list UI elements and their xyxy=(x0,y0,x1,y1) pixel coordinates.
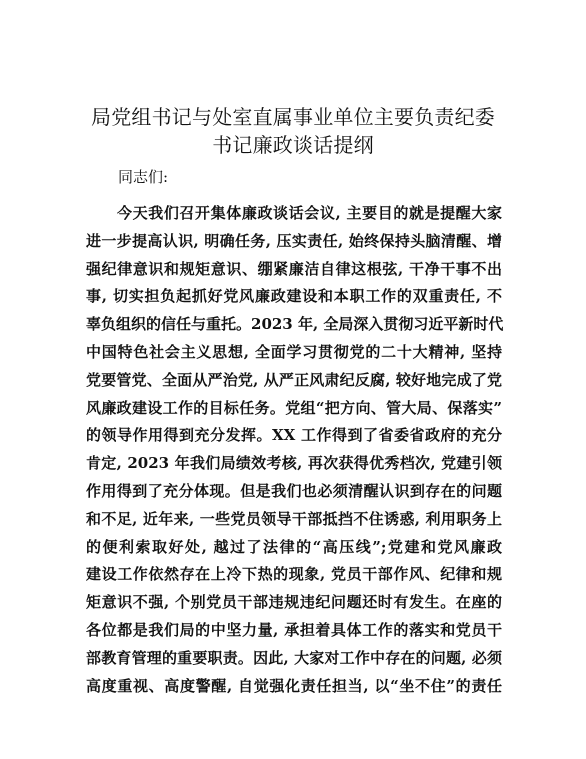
body-line: 风廉政建设工作的目标任务。党组“把方向、管大局、保落实” xyxy=(86,398,502,417)
body-line: 作用得到了充分体现。但是我们也必须清醒认识到存在的问题 xyxy=(86,481,502,500)
body-line: 部教育管理的重要职责。因此, 大家对工作中存在的问题, 必须 xyxy=(86,648,502,667)
body-line: 进一步提高认识, 明确任务, 压实责任, 始终保持头脑清醒、增 xyxy=(86,231,502,250)
body-line: 各位都是我们局的中坚力量, 承担着具体工作的落实和党员干 xyxy=(86,620,502,639)
body-line: 的便利索取好处, 越过了法律的“高压线”;党建和党风廉政 xyxy=(86,537,502,556)
body-line: 强纪律意识和规矩意识、绷紧廉洁自律这根弦, 干净干事不出 xyxy=(86,259,502,278)
body-line: 党要管党、全面从严治党, 从严正风肃纪反腐, 较好地完成了党 xyxy=(86,370,502,389)
document-title-line-1: 局党组书记与处室直属事业单位主要负责纪委 xyxy=(91,105,495,129)
body-line: 建设工作依然存在上冷下热的现象, 党员干部作风、纪律和规 xyxy=(86,565,502,584)
body-line: 和不足, 近年来, 一些党员领导干部抵挡不住诱惑, 利用职务上 xyxy=(86,509,502,528)
body-line: 肯定, 2023 年我们局绩效考核, 再次获得优秀档次, 党建引领 xyxy=(86,454,502,473)
greeting: 同志们: xyxy=(118,168,169,186)
body-line: 辜负组织的信任与重托。2023 年, 全局深入贯彻习近平新时代 xyxy=(86,315,504,334)
body-line: 事, 切实担负起抓好党风廉政建设和本职工作的双重责任, 不 xyxy=(86,287,502,306)
body-line: 中国特色社会主义思想, 全面学习贯彻党的二十大精神, 坚持 xyxy=(86,342,502,361)
document-body xyxy=(86,200,502,700)
body-line: 矩意识不强, 个别党员干部违规违纪问题还时有发生。在座的 xyxy=(86,593,502,612)
body-line: 高度重视、高度警醒, 自觉强化责任担当, 以“坐不住”的责任 xyxy=(86,676,502,695)
document-title-line-2: 书记廉政谈话提纲 xyxy=(212,133,374,157)
body-line: 的领导作用得到充分发挥。XX 工作得到了省委省政府的充分 xyxy=(86,426,502,445)
body-line: 今天我们召开集体廉政谈话会议, 主要目的就是提醒大家 xyxy=(117,204,502,222)
